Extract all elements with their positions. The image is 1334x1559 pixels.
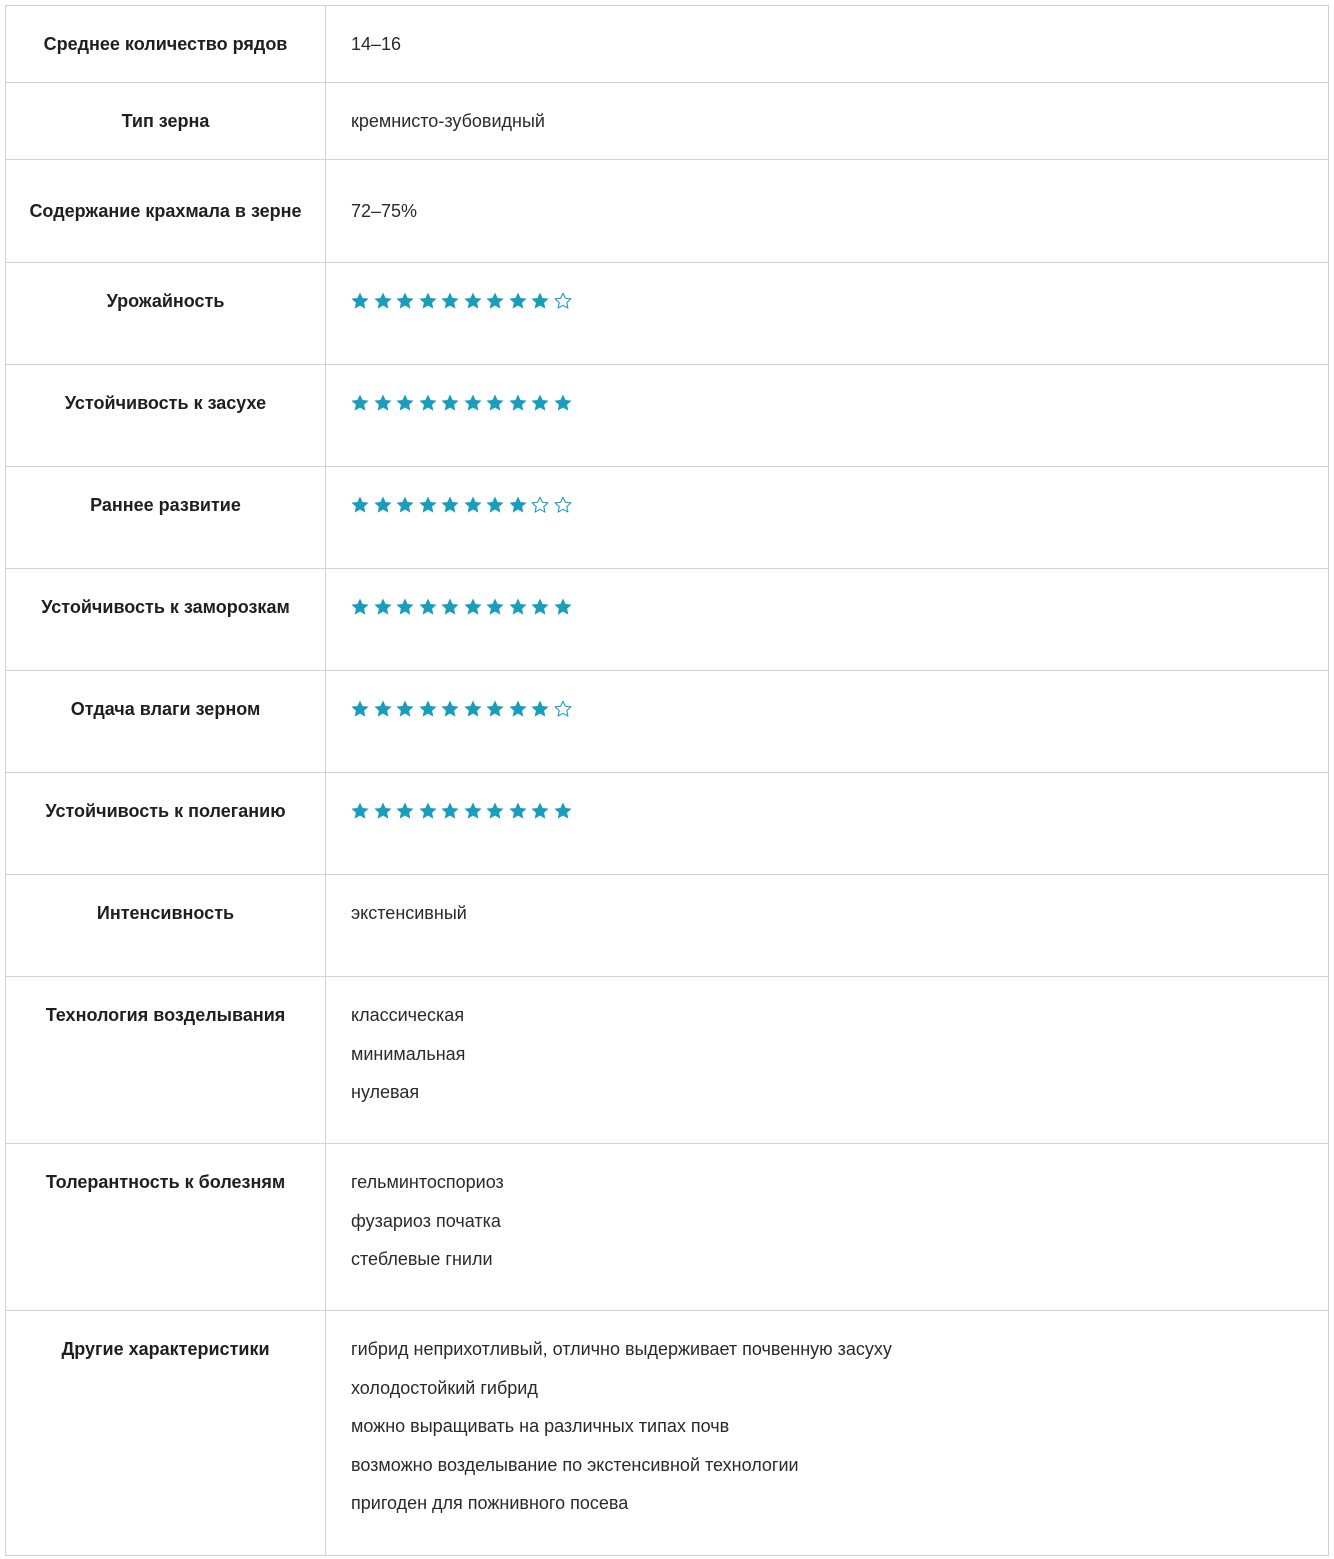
list-item: нулевая [351, 1082, 420, 1102]
star-filled-icon [374, 394, 392, 412]
star-filled-icon [531, 292, 549, 310]
star-filled-icon [509, 700, 527, 718]
star-filled-icon [509, 598, 527, 616]
star-filled-icon [419, 292, 437, 310]
star-filled-icon [464, 700, 482, 718]
star-filled-icon [441, 700, 459, 718]
star-filled-icon [464, 496, 482, 514]
spec-label: Урожайность [6, 263, 326, 365]
star-empty-icon [554, 700, 572, 718]
star-filled-icon [396, 598, 414, 616]
star-filled-icon [419, 394, 437, 412]
star-filled-icon [486, 496, 504, 514]
spec-label: Устойчивость к полеганию [6, 773, 326, 875]
spec-value [326, 671, 1329, 773]
star-filled-icon [374, 598, 392, 616]
star-filled-icon [351, 292, 369, 310]
spec-row-disease-tolerance [6, 1144, 1329, 1311]
star-filled-icon [351, 496, 369, 514]
star-filled-icon [531, 700, 549, 718]
spec-row-drought [6, 365, 1329, 467]
spec-row-moisture-release [6, 671, 1329, 773]
spec-row-intensity [6, 875, 1329, 977]
star-rating [351, 696, 572, 722]
star-empty-icon [531, 496, 549, 514]
star-filled-icon [374, 802, 392, 820]
star-filled-icon [351, 394, 369, 412]
spec-value-text: 72–75% [351, 201, 418, 221]
spec-value [326, 467, 1329, 569]
star-filled-icon [441, 802, 459, 820]
hybrid-spec-table [5, 5, 1329, 1556]
spec-value [326, 1311, 1329, 1556]
star-filled-icon [531, 394, 549, 412]
spec-label: Интенсивность [6, 875, 326, 977]
spec-label: Тип зерна [6, 83, 326, 160]
spec-value [326, 83, 1329, 160]
spec-value [326, 875, 1329, 977]
star-filled-icon [374, 700, 392, 718]
star-filled-icon [486, 802, 504, 820]
list-item: можно выращивать на различных типах почв [351, 1416, 730, 1436]
spec-value [326, 569, 1329, 671]
star-filled-icon [419, 598, 437, 616]
spec-row-early-development [6, 467, 1329, 569]
star-filled-icon [374, 496, 392, 514]
spec-value [326, 6, 1329, 83]
spec-label: Отдача влаги зерном [6, 671, 326, 773]
spec-label: Содержание крахмала в зерне [6, 160, 326, 263]
list-item: пригоден для пожнивного посева [351, 1493, 629, 1513]
list-item: гибрид неприхотливый, отлично выдерживает почвенную засуху [351, 1339, 892, 1359]
spec-value [326, 977, 1329, 1144]
list-item: холодостойкий гибрид [351, 1377, 538, 1398]
star-filled-icon [419, 700, 437, 718]
list-item: классическая [351, 1005, 465, 1025]
star-rating [351, 390, 572, 416]
spec-value-text: 14–16 [351, 34, 402, 54]
spec-row-rows-count [6, 6, 1329, 83]
star-filled-icon [486, 394, 504, 412]
spec-value [326, 160, 1329, 263]
star-filled-icon [486, 700, 504, 718]
star-filled-icon [351, 700, 369, 718]
star-empty-icon [554, 292, 572, 310]
star-filled-icon [509, 394, 527, 412]
star-filled-icon [441, 496, 459, 514]
list-item: минимальная [351, 1043, 466, 1064]
star-filled-icon [509, 496, 527, 514]
star-filled-icon [486, 292, 504, 310]
list-item: гельминтоспориоз [351, 1172, 504, 1192]
spec-value [326, 365, 1329, 467]
list-item: фузариоз початка [351, 1210, 501, 1231]
star-filled-icon [464, 394, 482, 412]
spec-value-list [351, 1169, 1308, 1272]
spec-row-cultivation-technology [6, 977, 1329, 1144]
star-filled-icon [419, 496, 437, 514]
spec-row-yield [6, 263, 1329, 365]
star-filled-icon [464, 598, 482, 616]
star-empty-icon [554, 496, 572, 514]
spec-label: Среднее количество рядов [6, 6, 326, 83]
star-filled-icon [351, 598, 369, 616]
star-filled-icon [464, 292, 482, 310]
spec-value-text: экстенсивный [351, 903, 467, 923]
list-item: возможно возделывание по экстенсивной технологии [351, 1454, 799, 1475]
star-filled-icon [396, 802, 414, 820]
star-filled-icon [396, 496, 414, 514]
star-rating [351, 798, 572, 824]
spec-value [326, 1144, 1329, 1311]
star-filled-icon [554, 394, 572, 412]
star-rating [351, 288, 572, 314]
spec-row-grain-type [6, 83, 1329, 160]
spec-row-starch [6, 160, 1329, 263]
spec-label: Толерантность к болезням [6, 1144, 326, 1311]
star-filled-icon [396, 700, 414, 718]
spec-row-frost [6, 569, 1329, 671]
star-filled-icon [396, 292, 414, 310]
star-rating [351, 492, 572, 518]
star-filled-icon [419, 802, 437, 820]
spec-label: Другие характеристики [6, 1311, 326, 1556]
star-filled-icon [509, 802, 527, 820]
spec-value [326, 773, 1329, 875]
spec-row-other-characteristics [6, 1311, 1329, 1556]
star-filled-icon [441, 598, 459, 616]
star-filled-icon [351, 802, 369, 820]
star-filled-icon [441, 292, 459, 310]
star-filled-icon [531, 802, 549, 820]
spec-value [326, 263, 1329, 365]
spec-label: Устойчивость к заморозкам [6, 569, 326, 671]
star-filled-icon [554, 598, 572, 616]
star-filled-icon [486, 598, 504, 616]
spec-row-lodging [6, 773, 1329, 875]
star-filled-icon [396, 394, 414, 412]
star-filled-icon [374, 292, 392, 310]
star-filled-icon [441, 394, 459, 412]
spec-label: Технология возделывания [6, 977, 326, 1144]
star-filled-icon [554, 802, 572, 820]
spec-value-text: кремнисто-зубовидный [351, 111, 545, 131]
spec-value-list [351, 1002, 1308, 1105]
star-filled-icon [531, 598, 549, 616]
spec-value-list [351, 1336, 1308, 1516]
star-rating [351, 594, 572, 620]
star-filled-icon [509, 292, 527, 310]
list-item: стеблевые гнили [351, 1249, 493, 1269]
spec-label: Раннее развитие [6, 467, 326, 569]
star-filled-icon [464, 802, 482, 820]
spec-label: Устойчивость к засухе [6, 365, 326, 467]
